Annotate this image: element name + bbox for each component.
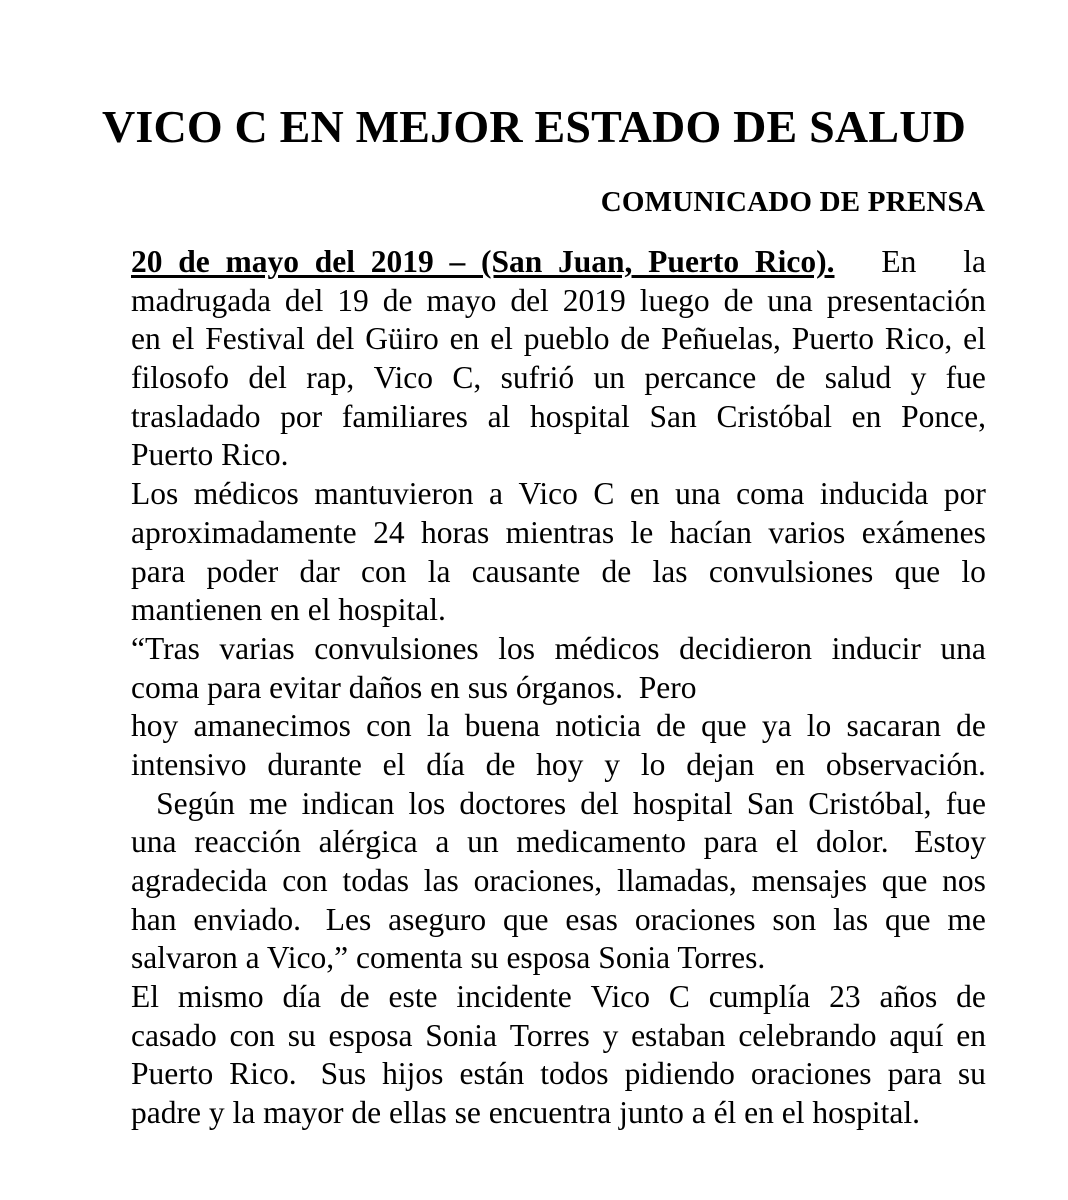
body-word: que xyxy=(885,901,931,937)
body-word: noticia xyxy=(555,708,641,744)
body-word: mayor xyxy=(263,1095,344,1131)
body-word: y xyxy=(602,1017,619,1053)
body-word: un xyxy=(467,824,499,860)
body-word: hospital. xyxy=(338,592,446,628)
body-word: Sonia xyxy=(598,940,671,976)
body-word: hospital. xyxy=(812,1095,921,1131)
body-word: oraciones xyxy=(750,1056,872,1092)
body-line xyxy=(131,553,986,592)
body-word: del xyxy=(248,360,287,396)
body-line xyxy=(131,823,986,862)
body-word: para xyxy=(703,824,758,860)
body-word: de xyxy=(382,282,413,318)
body-word: con xyxy=(366,708,412,744)
body-word: una xyxy=(675,476,721,512)
body-word: de xyxy=(775,360,806,396)
body-word: le xyxy=(630,514,654,550)
body-line xyxy=(131,282,986,321)
body-word: lo xyxy=(640,746,666,782)
body-word: me xyxy=(249,785,288,821)
body-word: con xyxy=(361,553,407,589)
body-line xyxy=(131,1055,986,1094)
body-word: a xyxy=(435,824,450,860)
body-word: su xyxy=(957,1056,986,1092)
page-title: VICO C EN MEJOR ESTADO DE SALUD xyxy=(101,100,967,152)
lead-in-date: 20 de mayo del 2019 – (San Juan, Puerto Rico). xyxy=(131,244,835,279)
body-word: y xyxy=(910,360,927,396)
body-word: luego xyxy=(639,282,710,318)
body-word: El xyxy=(131,979,159,1015)
body-word: familiares xyxy=(341,398,468,434)
body-word: de xyxy=(956,708,986,744)
body-word: el xyxy=(171,321,195,357)
body-word: todas xyxy=(342,863,409,898)
body-word: Según xyxy=(156,785,235,821)
body-word: los xyxy=(408,785,446,821)
body-word: Ponce, xyxy=(901,398,986,434)
body-word: dejan xyxy=(686,746,755,782)
body-line xyxy=(131,436,986,475)
body-word: al xyxy=(487,398,511,434)
body-word: coma xyxy=(736,476,805,512)
body-word: un xyxy=(593,360,625,396)
body-word: percance xyxy=(644,360,757,396)
body-word: durante xyxy=(267,746,362,782)
body-word: me xyxy=(947,901,986,937)
body-word: Vico,” xyxy=(266,940,349,976)
body-word: de xyxy=(485,746,516,782)
body-word: enviado. xyxy=(193,901,301,937)
body-word: poder xyxy=(206,553,279,589)
body-word: en xyxy=(629,476,660,512)
body-line xyxy=(131,707,986,746)
body-line xyxy=(131,862,986,901)
body-word: este xyxy=(388,979,438,1015)
body-word: C xyxy=(668,979,690,1015)
body-word: de xyxy=(620,321,651,357)
body-line xyxy=(131,243,986,282)
body-word: años xyxy=(879,979,938,1015)
body-word: se xyxy=(454,1095,481,1131)
body-word: rap, xyxy=(306,360,355,396)
body-line xyxy=(131,746,986,785)
body-word: él xyxy=(713,1095,737,1131)
body-line xyxy=(131,359,986,398)
body-word: han xyxy=(131,901,177,937)
body-line xyxy=(131,978,986,1017)
body-word: encuentra xyxy=(488,1095,612,1131)
body-word: y xyxy=(604,746,620,782)
body-word: mantuvieron xyxy=(314,476,474,512)
body-word: las xyxy=(423,863,459,898)
body-word: con xyxy=(229,1017,275,1053)
body-word: las xyxy=(833,901,869,937)
body-word: causante xyxy=(471,553,581,589)
body-word: Güiro xyxy=(365,321,439,357)
body-word: horas xyxy=(421,514,490,550)
body-line xyxy=(131,398,986,437)
body-word: de xyxy=(601,553,632,589)
body-word: una xyxy=(940,630,986,666)
body-word: el xyxy=(775,824,799,860)
body-word: que xyxy=(881,863,928,898)
body-word: hijos xyxy=(382,1056,444,1092)
body-word: órganos. xyxy=(515,669,623,705)
body-word: Festival xyxy=(205,321,305,357)
body-word: coma xyxy=(131,669,200,705)
body-word: “Tras xyxy=(131,630,200,666)
body-word: inducir xyxy=(831,630,921,666)
body-word: que xyxy=(701,708,747,744)
body-word: ellas xyxy=(389,1095,447,1131)
body-word: son xyxy=(772,901,817,937)
body-word: Peñuelas, xyxy=(661,321,781,357)
body-word: el xyxy=(963,321,986,357)
body-word: y xyxy=(208,1095,225,1131)
body-word: con xyxy=(282,863,328,898)
body-word: lo xyxy=(961,553,986,589)
body-word: por xyxy=(943,476,986,512)
body-word: observación. xyxy=(825,746,986,782)
body-line xyxy=(131,630,986,669)
body-word: de xyxy=(956,979,986,1015)
body-word: la xyxy=(232,1095,256,1131)
body-word: a xyxy=(245,940,260,976)
body-line xyxy=(131,514,986,553)
body-word: aproximadamente xyxy=(131,514,357,550)
body-word: hacían xyxy=(669,514,752,550)
body-word: 19 xyxy=(337,282,369,318)
body-word: Rico. xyxy=(229,1056,297,1092)
body-word: del xyxy=(284,282,324,318)
body-word: en xyxy=(449,321,480,357)
body-word: San xyxy=(746,785,795,821)
body-word: buena xyxy=(464,708,541,744)
body-word: comenta xyxy=(355,940,463,976)
body-word: por xyxy=(280,398,323,434)
body-word: oraciones, xyxy=(473,863,603,898)
body-word: para xyxy=(131,553,186,589)
body-word: dolor. xyxy=(816,824,889,860)
body-word: oraciones xyxy=(634,901,756,937)
body-word: En xyxy=(881,244,917,279)
body-word: cumplía xyxy=(708,979,811,1015)
body-word: que xyxy=(503,901,549,937)
body-word: el xyxy=(382,746,406,782)
body-word: médicos xyxy=(554,630,660,666)
body-word: alérgica xyxy=(318,824,418,860)
body-word: el xyxy=(307,592,331,628)
body-word: fue xyxy=(945,785,986,821)
body-word: inducida xyxy=(819,476,929,512)
body-word: San xyxy=(649,398,697,434)
body-word: ya xyxy=(761,708,792,744)
body-word: trasladado xyxy=(131,398,261,434)
body-word: Torres xyxy=(509,1017,590,1053)
body-word: nos xyxy=(942,863,986,898)
body-word: están xyxy=(459,1056,525,1092)
body-word: hoy xyxy=(131,708,179,744)
body-word: salvaron xyxy=(131,940,238,976)
body-word: decidieron xyxy=(679,630,813,666)
body-word: aseguro xyxy=(388,901,487,937)
body-word: Vico xyxy=(518,476,578,512)
body-word: la xyxy=(427,553,451,589)
body-word: fue xyxy=(945,360,986,396)
body-line xyxy=(131,475,986,514)
body-word: doctores xyxy=(459,785,567,821)
document-subtitle: COMUNICADO DE PRENSA xyxy=(600,186,985,219)
body-word: Estoy xyxy=(906,824,986,860)
body-word: 2019 xyxy=(562,282,626,318)
body-word: Los xyxy=(131,476,179,512)
body-word: daños xyxy=(348,669,423,705)
body-line xyxy=(131,785,986,824)
body-line xyxy=(131,1017,986,1056)
body-word: dar xyxy=(299,553,340,589)
line-indent xyxy=(131,785,142,824)
body-word: Torres. xyxy=(677,940,766,976)
body-word: indican xyxy=(301,785,395,821)
body-word: Puerto xyxy=(791,321,874,357)
body-word: casado xyxy=(131,1017,217,1053)
body-word: en xyxy=(430,669,460,705)
body-word: día xyxy=(282,979,321,1015)
body-word: Puerto xyxy=(131,437,214,473)
body-word: sufrió xyxy=(500,360,575,396)
body-word: para xyxy=(207,669,262,705)
body-word: presentación xyxy=(826,282,986,318)
body-word: todos xyxy=(540,1056,609,1092)
body-word: lo xyxy=(806,708,832,744)
body-line xyxy=(131,591,986,630)
body-word: Pero xyxy=(630,669,697,705)
body-word: a xyxy=(489,476,503,512)
body-word: una xyxy=(131,824,177,860)
body-word: convulsiones xyxy=(314,630,479,666)
body-line xyxy=(131,939,986,978)
body-word: del xyxy=(580,785,619,821)
body-word: C, xyxy=(452,360,482,396)
body-word: Cristóbal xyxy=(716,398,832,434)
body-line xyxy=(131,320,986,359)
body-word: en xyxy=(744,1095,774,1131)
body-word: el xyxy=(490,321,513,357)
body-word: aquí xyxy=(889,1017,944,1053)
body-word: Vico xyxy=(373,360,434,396)
body-line xyxy=(131,901,986,940)
body-word: esposa xyxy=(506,940,591,976)
body-word: a xyxy=(691,1095,706,1131)
body-word: varios xyxy=(768,514,846,550)
body-word: médicos xyxy=(193,476,299,512)
body-word: mantienen xyxy=(131,592,263,628)
body-word: en xyxy=(851,398,882,434)
body-word: de xyxy=(656,708,686,744)
body-word: 23 xyxy=(829,979,861,1015)
body-word: Sus xyxy=(312,1056,367,1092)
body-word: la xyxy=(963,244,986,279)
body-word: del xyxy=(315,321,355,357)
body-word: para xyxy=(887,1056,942,1092)
body-word: en xyxy=(270,592,300,628)
body-word: una xyxy=(767,282,813,318)
body-word: la xyxy=(426,708,450,744)
body-word: reacción xyxy=(194,824,301,860)
body-word: las xyxy=(652,553,688,589)
body-word: estaban xyxy=(631,1017,726,1053)
body-word: agradecida xyxy=(131,863,268,898)
body-word: mensajes xyxy=(751,863,868,898)
body-line xyxy=(131,1094,986,1133)
body-word: 24 xyxy=(373,514,405,550)
body-word: pueblo xyxy=(523,321,610,357)
body-word: día xyxy=(426,746,465,782)
body-word: convulsiones xyxy=(708,553,874,589)
body-word: junto xyxy=(619,1095,684,1131)
body-word: mayo xyxy=(426,282,497,318)
body-word: en xyxy=(775,746,805,782)
body-word: hospital xyxy=(530,398,630,434)
body-word: Sonia xyxy=(425,1017,498,1053)
body-word: mientras xyxy=(505,514,615,550)
body-word: intensivo xyxy=(131,746,247,782)
body-word: su xyxy=(287,1017,316,1053)
body-word: de xyxy=(351,1095,382,1131)
body-word: en xyxy=(956,1017,986,1053)
body-word: madrugada xyxy=(131,282,271,318)
body-word: llamadas, xyxy=(616,863,737,898)
body-word: los xyxy=(498,630,536,666)
body-word: salud xyxy=(824,360,892,396)
body-word: mismo xyxy=(177,979,264,1015)
body-word: sacaran xyxy=(846,708,941,744)
body-word: hospital xyxy=(632,785,733,821)
body-word: que xyxy=(894,553,941,589)
body-word: el xyxy=(781,1095,805,1131)
body-word: Vico xyxy=(590,979,651,1015)
body-word: amanecimos xyxy=(193,708,351,744)
body-word: evitar xyxy=(269,669,341,705)
body-word: hoy xyxy=(536,746,584,782)
body-word: de xyxy=(339,979,370,1015)
body-word: esposa xyxy=(328,1017,413,1053)
body-word: Rico, xyxy=(884,321,953,357)
body-word: Cristóbal, xyxy=(808,785,932,821)
body-word: Puerto xyxy=(131,1056,214,1092)
body-word: pidiendo xyxy=(624,1056,735,1092)
body-word: del xyxy=(510,282,549,318)
body-word: de xyxy=(723,282,754,318)
body-word: incidente xyxy=(456,979,572,1015)
body-word: en xyxy=(131,321,161,357)
body-word: Les xyxy=(317,901,372,937)
body-word: exámenes xyxy=(861,514,986,550)
body-word: Rico. xyxy=(221,437,289,473)
body-word: celebrando xyxy=(738,1017,877,1053)
body-line xyxy=(131,669,986,708)
body-word: varias xyxy=(219,630,295,666)
body-word: filosofo xyxy=(131,360,229,396)
document-body xyxy=(131,243,986,1133)
body-word: esas xyxy=(565,901,618,937)
body-word: medicamento xyxy=(516,824,686,860)
body-word: sus xyxy=(467,669,509,705)
body-word: su xyxy=(470,940,499,976)
body-word: C xyxy=(593,476,615,512)
body-word: padre xyxy=(131,1095,201,1131)
